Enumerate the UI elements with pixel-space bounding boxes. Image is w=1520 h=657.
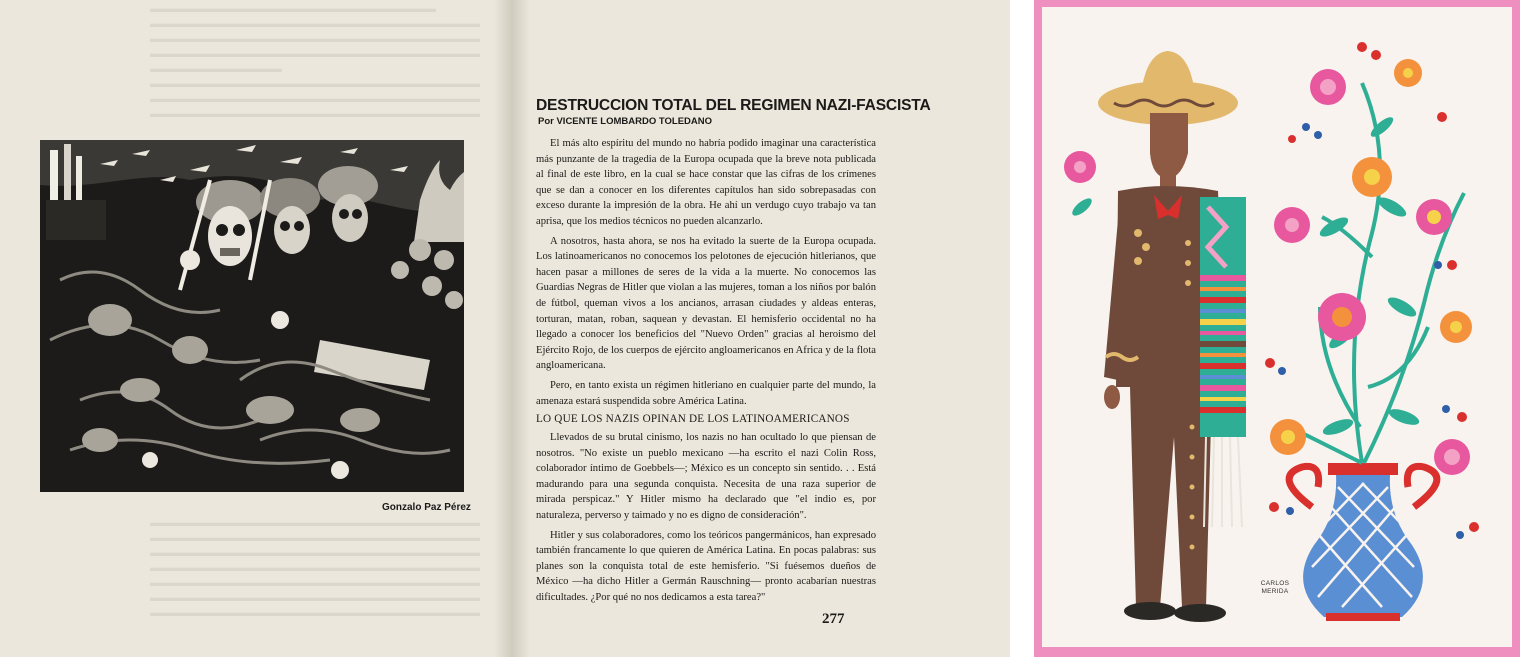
article-paragraph: Pero, en tanto exista un régimen hitleriano en cualquier parte del mundo, la amenaza estará suspendida sobre América Latina. xyxy=(536,379,876,407)
page-number: 277 xyxy=(822,611,845,627)
woodcut-illustration xyxy=(40,140,464,492)
book-gutter xyxy=(494,0,530,657)
article-paragraph: El más alto espíritu del mundo no habría podido imaginar una característica más punzante de la tragedia de la Europa ocupada que la breve nota publicada al final de este libro, en la cual se hace constar que las cifras de los crímenes que se dan a conocer en los diferentes capítulos han sido sobrepasadas con exceso durante la impresión de la obra. He ahí un verdugo cuyo trabajo va tan aprisa, que los medios técnicos no pueden alcanzarlo. xyxy=(536,138,876,227)
poster-canvas xyxy=(1042,7,1512,647)
article-paragraph: Llevados de su brutal cinismo, los nazis no han ocultado lo que piensan de nosotros. "No existe un pueblo mexicano —ha escrito el nazi Colin Ross, colaborador íntimo de Goebbels—; México es un concepto sin sentido. . . Está madurando para una segunda conquista. Necesita de una raza superior de mirada perspicaz." Y Hitler mismo ha declarado que "el indio es, por naturaleza, perverso y taimado y no es digno de consideración". xyxy=(536,432,876,522)
show-through-text: ▬▬▬▬▬▬▬▬▬▬▬▬▬▬▬▬▬▬▬▬▬▬▬▬▬▬ ▬▬▬▬▬▬▬▬▬▬▬▬▬▬▬▬▬▬▬▬▬▬▬▬▬▬▬▬▬▬ ▬▬▬▬▬▬▬▬▬▬▬▬▬▬▬▬▬▬▬▬▬▬▬▬▬▬▬▬▬▬ ▬▬▬▬▬▬▬▬▬▬▬▬▬▬▬▬▬▬▬▬▬▬▬▬▬▬▬▬▬▬ ▬▬▬▬▬▬▬▬▬▬▬▬ ▬▬▬▬▬▬▬▬▬▬▬▬▬▬▬▬▬▬▬▬▬▬▬▬▬▬▬▬▬▬ ▬▬▬▬▬▬▬▬▬▬▬▬▬▬▬▬▬▬▬▬▬▬▬▬▬▬▬▬▬▬ ▬▬▬▬▬▬▬▬▬▬▬▬▬▬▬▬▬▬▬▬▬▬▬▬▬▬▬▬▬▬ xyxy=(150,3,480,120)
woodcut-caption: Gonzalo Paz Pérez xyxy=(382,502,471,513)
signature-line: CARLOS xyxy=(1260,580,1290,587)
article-title: DESTRUCCION TOTAL DEL REGIMEN NAZI-FASCISTA xyxy=(536,97,931,114)
charro-illustration xyxy=(1042,7,1512,647)
charro-figure xyxy=(1098,51,1246,622)
article-paragraph: Hitler y sus colaboradores, como los teóricos pangermánicos, han expresado también francamente lo que quieren de América Latina. En pocas palabras: sus planes son la conquista total de este hemisferio. "Si fuésemos dueños de México —ha dicho Hitler a Germán Rauschning— pronto acabarían nuestras dificultades. ¿Por qué no nos dedicamos a esta tarea?" xyxy=(536,529,876,604)
article-subheading: LO QUE LOS NAZIS OPINAN DE LOS LATINOAMERICANOS xyxy=(536,413,850,426)
signature-line: MERIDA xyxy=(1261,588,1289,595)
artist-signature xyxy=(1255,580,1295,596)
article-paragraph: A nosotros, hasta ahora, se nos ha evitado la suerte de la Europa ocupada. Los latinoamericanos no conocemos los pelotones de ejecución hitlerianos, que hacen pasar a millones de seres de la vida a la muerte. No conocemos las Guardias Negras de Hitler que violan a las mujeres, toman a los niños por balón de fútbol, queman vivos a los ancianos, arrasan ciudades y aldeas enteras, torturan, matan, roban, saquean y devastan. El hemisferio occidental no ha llegado a conocer los beneficios del "Nuevo Orden" gracias al heroismo del Ejército Rojo, de los cuerpos de ejército angloamericanos en Africa y de la flota angloamericana. xyxy=(536,235,876,372)
vase xyxy=(1289,463,1437,621)
poster-print xyxy=(1034,0,1520,657)
article xyxy=(536,97,931,610)
article-byline: Por VICENTE LOMBARDO TOLEDANO xyxy=(538,116,712,127)
woodcut-artwork xyxy=(40,140,464,492)
show-through-text: ▬▬▬▬▬▬▬▬▬▬▬▬▬▬▬▬▬▬▬▬▬▬▬▬▬▬▬▬▬▬ ▬▬▬▬▬▬▬▬▬▬▬▬▬▬▬▬▬▬▬▬▬▬▬▬▬▬▬▬▬▬ ▬▬▬▬▬▬▬▬▬▬▬▬▬▬▬▬▬▬▬▬▬▬▬▬▬▬▬▬▬▬ ▬▬▬▬▬▬▬▬▬▬▬▬▬▬▬▬▬▬▬▬▬▬▬▬▬▬▬▬▬▬ ▬▬▬▬▬▬▬▬▬▬▬▬▬▬▬▬▬▬▬▬▬▬▬▬▬▬▬▬▬▬ ▬▬▬▬▬▬▬▬▬▬▬▬▬▬▬▬▬▬▬▬▬▬▬▬▬▬▬▬▬▬ ▬▬▬▬▬▬▬▬▬▬▬▬▬▬▬▬▬▬▬▬▬▬▬▬▬▬▬▬▬▬ xyxy=(150,517,480,619)
